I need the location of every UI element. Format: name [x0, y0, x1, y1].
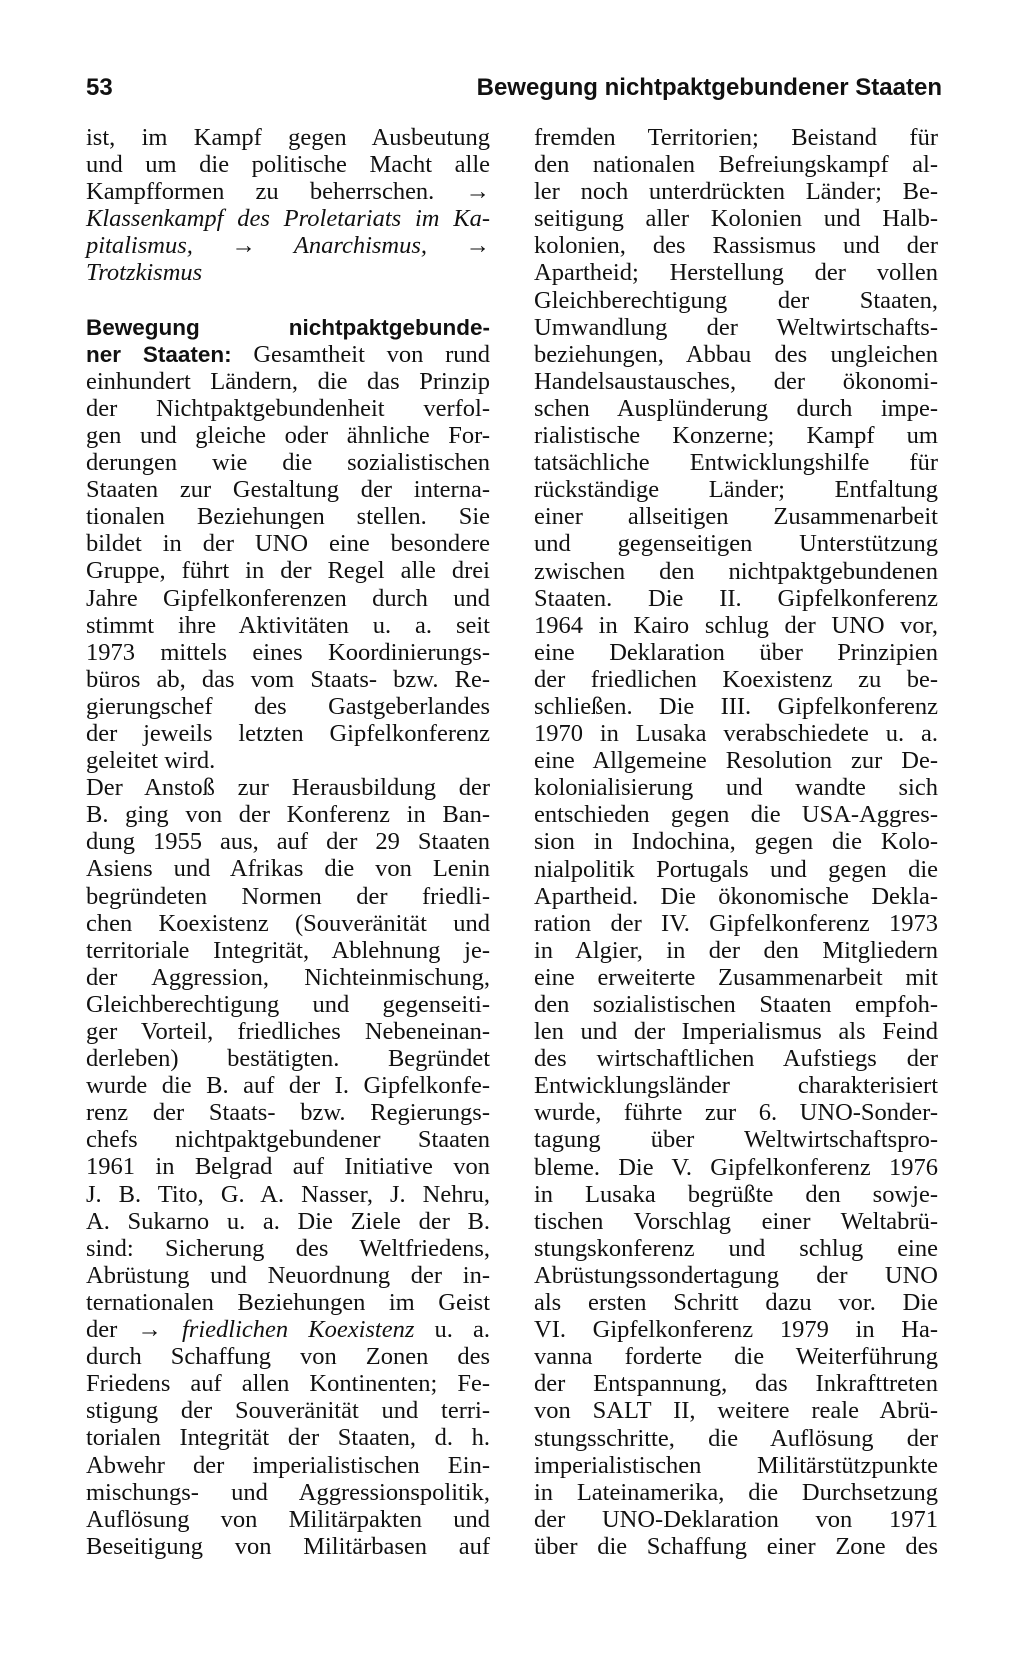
text-line: in Lateinamerika, die Durchsetzung — [534, 1478, 938, 1506]
text-line: geleitet wird. — [86, 747, 216, 775]
text-line: beziehungen, Abbau des ungleichen — [534, 340, 938, 368]
entry-body — [86, 368, 490, 1316]
cross-reference-line: Trotzkismus — [86, 259, 203, 287]
page-number: 53 — [86, 74, 113, 101]
text-line: Gruppe, führt in der Regel alle drei — [86, 557, 490, 585]
text-line: Apartheid. Die ökonomische Dekla- — [534, 882, 938, 910]
text-line: chefs nichtpaktgebundener Staaten — [86, 1126, 490, 1154]
text-line: seitigung aller Kolonien und Halb- — [534, 205, 938, 233]
text-line: Handelsaustausches, der ökonomi- — [534, 367, 938, 395]
text-line: mischungs- und Aggressionspolitik, — [86, 1478, 490, 1506]
text-line: ler noch unterdrückten Länder; Be- — [534, 178, 938, 206]
text-line: bleme. Die V. Gipfelkonferenz 1976 — [534, 1153, 938, 1181]
entry-headword-line — [86, 341, 490, 368]
text-line: ist, im Kampf gegen Ausbeutung — [86, 124, 490, 151]
text-line: Apartheid; Herstellung der vollen — [534, 259, 938, 287]
headword-part-2: ner Staaten: — [86, 341, 232, 367]
text-line: VI. Gipfelkonferenz 1979 in Ha- — [534, 1316, 938, 1344]
text-line: derleben) bestätigten. Begründet — [86, 1045, 490, 1073]
text-line: stungsschritte, die Auflösung der — [534, 1424, 938, 1452]
text-line: Friedens auf allen Kontinenten; Fe- — [86, 1370, 490, 1398]
text-line: B. ging von der Konferenz in Ban- — [86, 801, 490, 829]
text-line: rückständige Länder; Entfaltung — [534, 476, 938, 504]
text-line: als ersten Schritt dazu vor. Die — [534, 1289, 938, 1317]
text-line: Entwicklungsländer charakterisiert — [534, 1072, 938, 1100]
text-line: in Lusaka begrüßte den sowje- — [534, 1180, 938, 1208]
text-line: dung 1955 aus, auf der 29 Staaten — [86, 828, 490, 856]
text-line: zwischen den nichtpaktgebundenen — [534, 557, 938, 585]
text-line: der Entspannung, das Inkrafttreten — [534, 1370, 938, 1398]
text-line: und gegenseitigen Unterstützung — [534, 530, 938, 558]
text-line: über die Schaffung einer Zone des — [534, 1532, 938, 1560]
text-line: renz der Staats- bzw. Regierungs- — [86, 1099, 490, 1127]
text-line: Umwandlung der Weltwirtschafts- — [534, 313, 938, 341]
text-line: schen Ausplünderung durch impe- — [534, 394, 938, 422]
cross-reference-line: Klassenkampf des Proletariats im Ka- — [86, 205, 490, 233]
text-line: stungskonferenz und schlug eine — [534, 1234, 938, 1262]
text-line: 1973 mittels eines Koordinierungs- — [86, 638, 490, 666]
headword-part-1: Bewegung nichtpaktgebunde- — [86, 314, 490, 340]
text-line: einer allseitigen Zusammenarbeit — [534, 503, 938, 531]
text-line: vanna forderte die Weiterführung — [534, 1343, 938, 1371]
text-line: Kampfformen zu beherrschen. → — [86, 178, 490, 206]
text-line: imperialistischen Militärstützpunkte — [534, 1451, 938, 1479]
text-line: einhundert Ländern, die das Prinzip — [86, 367, 490, 395]
text-line: tatsächliche Entwicklungshilfe für — [534, 449, 938, 477]
text-line: ration der IV. Gipfelkonferenz 1973 — [534, 909, 938, 937]
text-line: der jeweils letzten Gipfelkonferenz — [86, 719, 490, 747]
text-line: tischen Vorschlag einer Weltabrü- — [534, 1207, 938, 1235]
text-line: in Algier, in der den Mitgliedern — [534, 936, 938, 964]
text-line: der friedlichen Koexistenz zu be- — [534, 665, 938, 693]
text-line: len und der Imperialismus als Feind — [534, 1018, 938, 1046]
text-line-with-reference — [86, 1316, 490, 1343]
text-line: eine Deklaration über Prinzipien — [534, 638, 938, 666]
text-line: derungen wie die sozialistischen — [86, 449, 490, 477]
text-line: stigung der Souveränität und terri- — [86, 1397, 490, 1425]
text-line: Gleichberechtigung und gegenseiti- — [86, 990, 490, 1018]
text-line: kolonialisierung und wandte sich — [534, 774, 938, 802]
text-line: ger Vorteil, friedliches Nebeneinan- — [86, 1018, 490, 1045]
text-line: wurde die B. auf der I. Gipfelkonfe- — [86, 1072, 490, 1100]
text-line: 1964 in Kairo schlug der UNO vor, — [534, 611, 938, 639]
text-line: rialistische Konzerne; Kampf um — [534, 422, 938, 450]
cross-reference-line: pitalismus, → Anarchismus, → — [86, 232, 490, 260]
text-line: eine Allgemeine Resolution zur De- — [534, 747, 938, 775]
text-line: gen und gleiche oder ähnliche For- — [86, 421, 490, 449]
text-line: der Nichtpaktgebundenheit verfol- — [86, 394, 490, 422]
text-line: eine erweiterte Zusammenarbeit mit — [534, 963, 938, 991]
text-line: Asiens und Afrikas die von Lenin — [86, 855, 490, 883]
definition-start: Gesamtheit von rund — [253, 340, 490, 368]
text-line: den nationalen Befreiungskampf al- — [534, 151, 938, 179]
text-line: J. B. Tito, G. A. Nasser, J. Nehru, — [86, 1180, 490, 1208]
text-line: torialen Integrität der Staaten, d. h. — [86, 1424, 490, 1452]
text-line: von SALT II, weitere reale Abrü- — [534, 1397, 938, 1425]
text-line: Auflösung von Militärpakten und — [86, 1505, 490, 1533]
text-line: büros ab, das vom Staats- bzw. Re- — [86, 665, 490, 693]
text-line: gierungschef des Gastgeberlandes — [86, 692, 490, 720]
text-line: tagung über Weltwirtschaftspro- — [534, 1126, 938, 1154]
running-title: Bewegung nichtpaktgebundener Staaten — [476, 74, 942, 101]
text-line: Staaten zur Gestaltung der interna- — [86, 476, 490, 504]
text-line: tionalen Beziehungen stellen. Sie — [86, 503, 490, 531]
text-line: begründeten Normen der friedli- — [86, 882, 490, 910]
cross-reference: friedlichen Koexistenz — [182, 1316, 415, 1344]
left-column — [86, 124, 490, 1560]
text-line: Staaten. Die II. Gipfelkonferenz — [534, 584, 938, 612]
reference-prefix: der → — [86, 1316, 162, 1344]
text-line: der Aggression, Nichteinmischung, — [86, 963, 490, 991]
text-line: stimmt ihre Aktivitäten u. a. seit — [86, 611, 490, 639]
entry-body-continued — [86, 1343, 490, 1560]
text-line: des wirtschaftlichen Aufstiegs der — [534, 1045, 938, 1073]
text-line: chen Koexistenz (Souveränität und — [86, 909, 490, 937]
text-line: entschieden gegen die USA-Aggres- — [534, 801, 938, 829]
text-line: Der Anstoß zur Herausbildung der — [86, 774, 490, 802]
entry-headword — [86, 314, 490, 341]
text-line: Abrüstungssondertagung der UNO — [534, 1261, 938, 1289]
right-column — [534, 124, 938, 1560]
text-line: 1970 in Lusaka verabschiedete u. a. — [534, 720, 938, 748]
text-line: Beseitigung von Militärbasen auf — [86, 1532, 490, 1560]
text-line: sind: Sicherung des Weltfriedens, — [86, 1234, 490, 1262]
text-line: nialpolitik Portugals und gegen die — [534, 855, 938, 883]
text-line: den sozialistischen Staaten empfoh- — [534, 991, 938, 1018]
text-line: bildet in der UNO eine besondere — [86, 530, 490, 558]
text-line: A. Sukarno u. a. Die Ziele der B. — [86, 1207, 490, 1235]
text-line: territoriale Integrität, Ablehnung je- — [86, 936, 490, 964]
reference-suffix: u. a. — [434, 1316, 490, 1344]
text-line: 1961 in Belgrad auf Initiative von — [86, 1153, 490, 1181]
text-line: fremden Territorien; Beistand für — [534, 124, 938, 151]
text-line: ternationalen Beziehungen im Geist — [86, 1288, 490, 1316]
text-line: wurde, führte zur 6. UNO-Sonder- — [534, 1099, 938, 1127]
text-line: der UNO-Deklaration von 1971 — [534, 1505, 938, 1533]
text-line: Abwehr der imperialistischen Ein- — [86, 1451, 490, 1479]
text-line: Abrüstung und Neuordnung der in- — [86, 1261, 490, 1289]
text-line: kolonien, des Rassismus und der — [534, 232, 938, 260]
text-line: durch Schaffung von Zonen des — [86, 1343, 490, 1371]
text-line: und um die politische Macht alle — [86, 151, 490, 179]
text-line: Jahre Gipfelkonferenzen durch und — [86, 584, 490, 612]
text-line: sion in Indochina, gegen die Kolo- — [534, 828, 938, 856]
text-line: Gleichberechtigung der Staaten, — [534, 286, 938, 314]
text-line: schließen. Die III. Gipfelkonferenz — [534, 692, 938, 720]
